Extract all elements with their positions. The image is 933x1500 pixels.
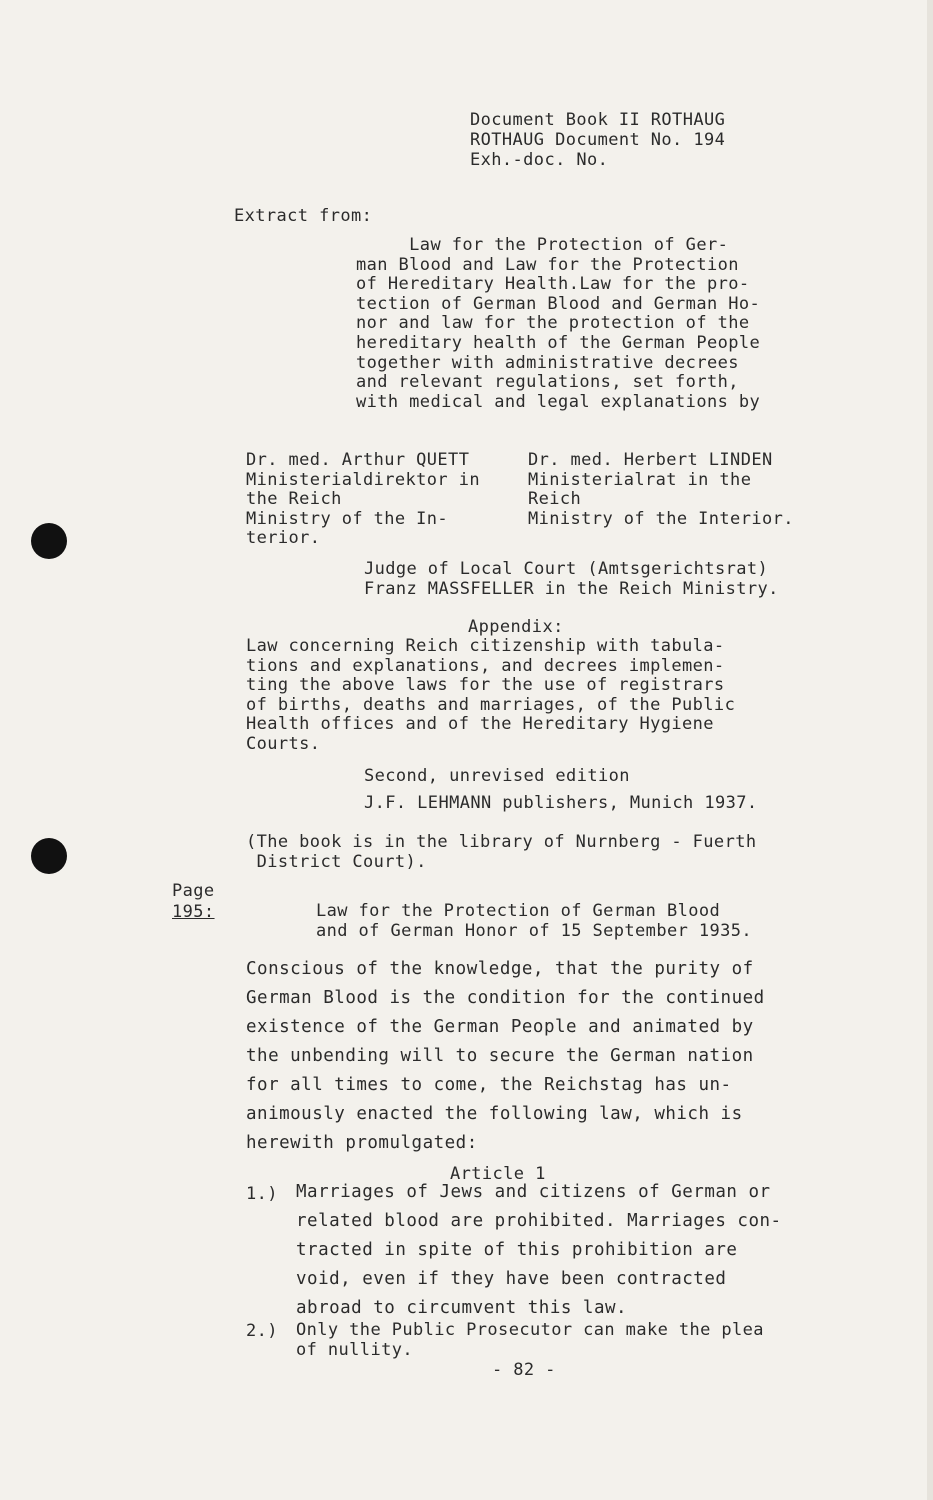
author-quett: Dr. med. Arthur QUETT Ministerialdirektor in the Reich Ministry of the In- terior. — [246, 450, 480, 549]
edition-note: Second, unrevised edition — [364, 766, 630, 786]
article-item-1-text: Marriages of Jews and citizens of German or related blood are prohibited. Marriages con- tracted in spite of this prohibition are void, even if they have been contracted abroad to circumvent this law. — [296, 1182, 782, 1318]
header-exh-doc: Exh.-doc. No. — [470, 150, 609, 170]
publisher-note: J.F. LEHMANN publishers, Munich 1937. — [364, 793, 758, 813]
page-ref-number: 195: — [172, 902, 215, 922]
appendix-label: Appendix: — [468, 617, 564, 637]
header-doc-book: Document Book II ROTHAUG — [470, 110, 726, 130]
article-item-2-number: 2.) — [246, 1321, 278, 1341]
header-doc-number: ROTHAUG Document No. 194 — [470, 130, 726, 150]
author-linden: Dr. med. Herbert LINDEN Ministerialrat in the Reich Ministry of the Interior. — [528, 450, 794, 529]
punch-hole-top — [31, 523, 67, 559]
article-heading: Article 1 — [450, 1164, 546, 1184]
extract-label: Extract from: — [234, 206, 373, 226]
book-title-block: Law for the Protection of Ger- man Blood and Law for the Protection of Hereditary Health.Law for the pro- tection of German Blood and German Ho- nor and law for the protection of the hereditary health of the German People together with administrative decrees and relevant regulations, set forth, with medical and legal explanations by — [356, 235, 761, 412]
punch-hole-bottom — [31, 838, 67, 874]
article-item-1-number: 1.) — [246, 1184, 278, 1204]
page-ref-label: Page — [172, 881, 215, 901]
preamble-text: Conscious of the knowledge, that the purity of German Blood is the condition for the continued existence of the German People and animated by the unbending will to secure the German nation for all times to come, the Reichstag has un- animously enacted the following law, which is herewith promulgated: — [246, 959, 765, 1153]
article-item-2-text: Only the Public Prosecutor can make the plea of nullity. — [296, 1320, 764, 1360]
law-title: Law for the Protection of German Blood and of German Honor of 15 September 1935. — [316, 901, 753, 941]
library-note: (The book is in the library of Nurnberg - Fuerth District Court). — [246, 832, 757, 872]
page-edge — [927, 0, 933, 1500]
page-number: - 82 - — [492, 1360, 556, 1380]
appendix-text: Law concerning Reich citizenship with tabula- tions and explanations, and decrees implemen- ting the above laws for the use of registrars of births, deaths and marriages, of the Public Health offices and of the Hereditary Hygiene Courts. — [246, 636, 736, 754]
judge-massfeller: Judge of Local Court (Amtsgerichtsrat) Franz MASSFELLER in the Reich Ministry. — [364, 559, 779, 599]
